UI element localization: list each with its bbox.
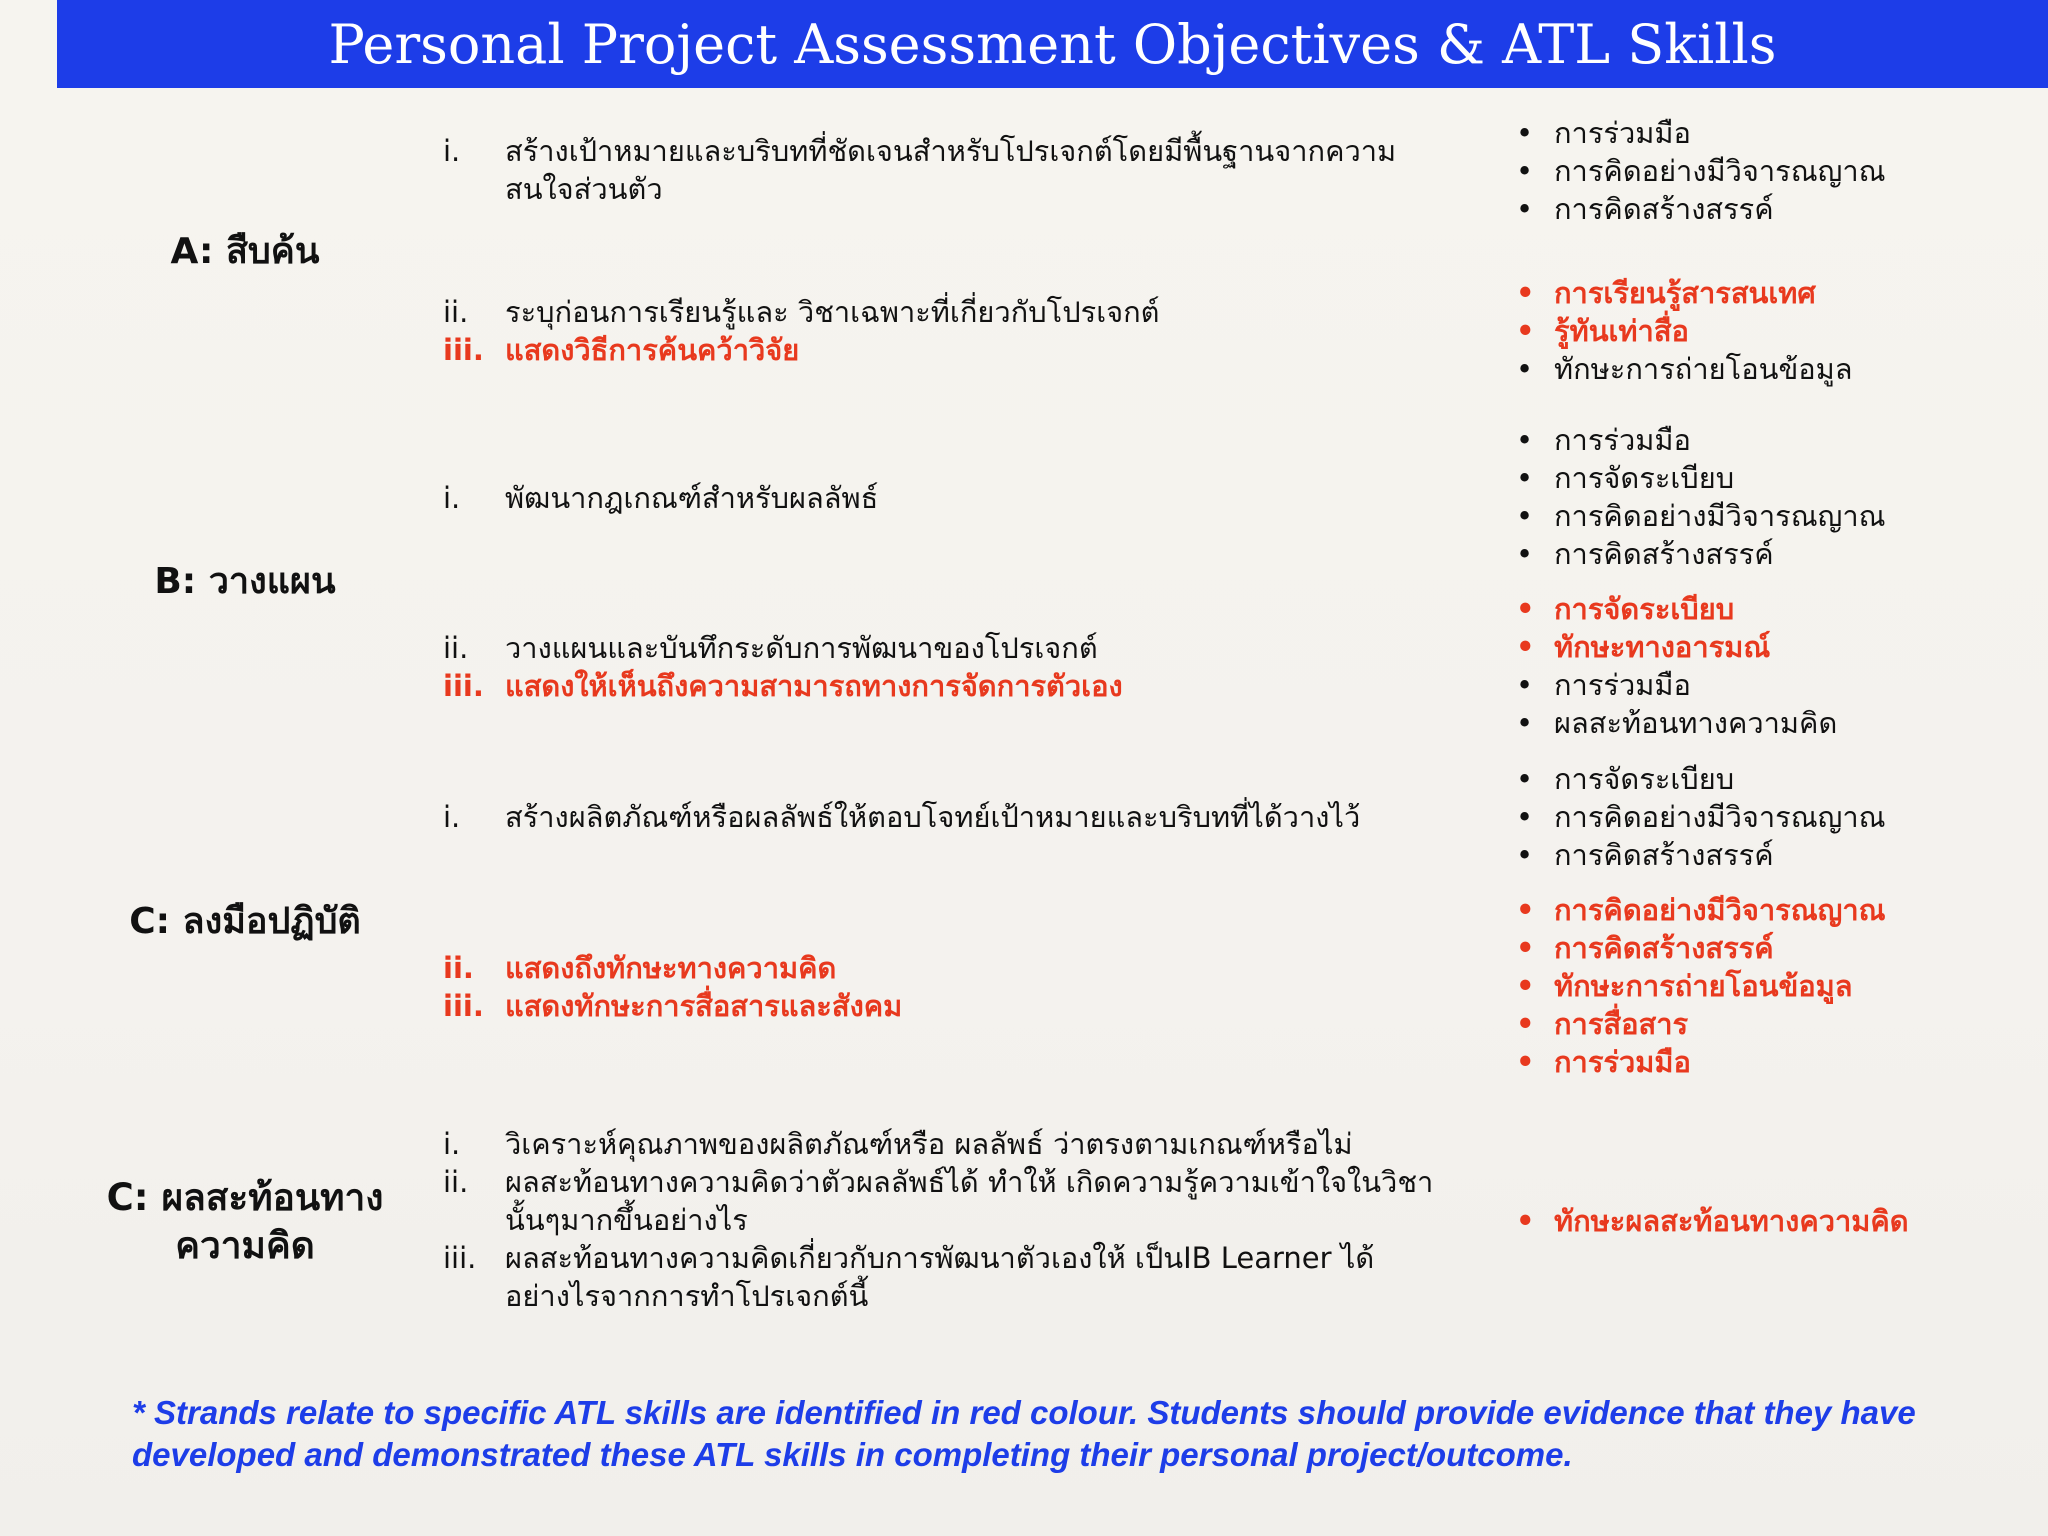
- bullet-icon: •: [1516, 630, 1535, 664]
- bullet-icon: •: [1516, 461, 1534, 495]
- strand-b-ii: [443, 629, 1483, 667]
- skills-list-a-top: [1516, 114, 1886, 228]
- strand-number: ii.: [443, 631, 469, 665]
- skill-item: • การร่วมมือ: [1516, 668, 1691, 702]
- strand-a-i: [443, 132, 1483, 208]
- footnote: * Strands relate to specific ATL skills are identified in red colour. Students should provide evidence that they have developed and demonstrated these ATL skills in completing their personal project/outcome.: [132, 1394, 1916, 1473]
- skill-item: • ทักษะการถ่ายโอนข้อมูล: [1516, 969, 1853, 1003]
- bullet-icon: •: [1516, 537, 1534, 571]
- skill-item: • การจัดระเบียบ: [1516, 592, 1735, 626]
- bullet-icon: •: [1516, 499, 1534, 533]
- strand-number: ii.: [443, 951, 474, 985]
- title-bar: [57, 0, 2048, 88]
- skill-item: • ทักษะการถ่ายโอนข้อมูล: [1516, 352, 1853, 386]
- strand-d-iii: [443, 1239, 1483, 1315]
- criterion-b-label: [60, 558, 430, 606]
- bullet-icon: •: [1516, 592, 1535, 626]
- strand-text: แสดงถึงทักษะทางความคิด: [505, 951, 837, 985]
- strand-text: สร้างผลิตภัณฑ์หรือผลลัพธ์ให้ตอบโจทย์เป้าหมายและบริบทที่ได้วางไว้: [505, 800, 1361, 834]
- bullet-icon: •: [1516, 352, 1534, 386]
- skill-item: • รู้ทันเท่าสื่อ: [1516, 314, 1689, 348]
- strand-text: แสดงให้เห็นถึงความสามารถทางการจัดการตัวเอง: [505, 669, 1123, 703]
- strand-c-ii: [443, 949, 1483, 987]
- skill-item: • การคิดอย่างมีวิจารณญาณ: [1516, 499, 1886, 533]
- skill-item: • ทักษะทางอารมณ์: [1516, 630, 1771, 664]
- strand-number: ii.: [443, 295, 469, 329]
- strand-d-i: [443, 1125, 1483, 1163]
- bullet-icon: •: [1516, 800, 1534, 834]
- page-title: Personal Project Assessment Objectives & ATL Skills: [328, 12, 1777, 76]
- strand-d-ii: [443, 1163, 1483, 1239]
- criterion-d-text-line2: ความคิด: [175, 1224, 315, 1267]
- strand-text: วางแผนและบันทึกระดับการพัฒนาของโปรเจกต์: [505, 631, 1098, 665]
- strand-number: i.: [443, 800, 461, 834]
- bullet-icon: •: [1516, 154, 1534, 188]
- skills-list-b-top: [1516, 421, 1886, 573]
- bullet-icon: •: [1516, 838, 1534, 872]
- bullet-icon: •: [1516, 1204, 1535, 1238]
- strand-text: ผลสะท้อนทางความคิดว่าตัวผลลัพธ์ได้ ทำให้ เกิดความรู้ความเข้าใจในวิชานั้นๆมากขึ้นอย่างไร: [505, 1165, 1434, 1237]
- skills-list-d: [1516, 1202, 1909, 1240]
- skill-item: • การร่วมมือ: [1516, 423, 1691, 457]
- skill-item: • การคิดสร้างสรรค์: [1516, 931, 1774, 965]
- strand-b-iii: [443, 667, 1483, 705]
- skill-item: • การร่วมมือ: [1516, 116, 1691, 150]
- strand-text: ระบุก่อนการเรียนรู้และ วิชาเฉพาะที่เกี่ยวกับโปรเจกต์: [505, 295, 1160, 329]
- skill-item: • การร่วมมือ: [1516, 1045, 1691, 1079]
- skill-item: • การเรียนรู้สารสนเทศ: [1516, 276, 1816, 310]
- strand-c-i: [443, 798, 1483, 836]
- bullet-icon: •: [1516, 314, 1535, 348]
- skills-list-c-top: [1516, 760, 1886, 874]
- bullet-icon: •: [1516, 706, 1534, 740]
- strand-a-iii: [443, 331, 1483, 369]
- strand-b-i: [443, 479, 1483, 517]
- bullet-icon: •: [1516, 1007, 1535, 1041]
- skill-item: • การคิดอย่างมีวิจารณญาณ: [1516, 154, 1886, 188]
- bullet-icon: •: [1516, 1045, 1535, 1079]
- strand-number: iii.: [443, 1241, 477, 1275]
- strand-number: ii.: [443, 1165, 469, 1199]
- bullet-icon: •: [1516, 668, 1534, 702]
- strand-text: แสดงวิธีการค้นคว้าวิจัย: [505, 333, 800, 367]
- skills-list-a-bottom: [1516, 274, 1853, 388]
- skill-item: • การคิดอย่างมีวิจารณญาณ: [1516, 800, 1886, 834]
- bullet-icon: •: [1516, 276, 1535, 310]
- skill-item: • ทักษะผลสะท้อนทางความคิด: [1516, 1204, 1909, 1238]
- strand-number: iii.: [443, 669, 484, 703]
- strand-text: ผลสะท้อนทางความคิดเกี่ยวกับการพัฒนาตัวเองให้ เป็นIB Learner ได้อย่างไรจากการทำโปรเจกต์นี้: [505, 1241, 1375, 1313]
- bullet-icon: •: [1516, 762, 1534, 796]
- criterion-d-label: [60, 1174, 430, 1270]
- strand-number: iii.: [443, 989, 484, 1023]
- strand-text: แสดงทักษะการสื่อสารและสังคม: [505, 989, 903, 1023]
- bullet-icon: •: [1516, 116, 1534, 150]
- skill-item: • การคิดสร้างสรรค์: [1516, 537, 1774, 571]
- criterion-a-label: [60, 228, 430, 276]
- bullet-icon: •: [1516, 423, 1534, 457]
- bullet-icon: •: [1516, 931, 1535, 965]
- strand-text: พัฒนากฎเกณฑ์สำหรับผลลัพธ์: [505, 481, 879, 515]
- criterion-a-text: A: สืบค้น: [170, 231, 320, 272]
- skills-list-c-bottom: [1516, 891, 1886, 1081]
- strand-text: วิเคราะห์คุณภาพของผลิตภัณฑ์หรือ ผลลัพธ์ ว่าตรงตามเกณฑ์หรือไม่: [505, 1127, 1353, 1161]
- skill-item: • การคิดสร้างสรรค์: [1516, 192, 1774, 226]
- bullet-icon: •: [1516, 893, 1535, 927]
- strand-c-iii: [443, 987, 1483, 1025]
- strand-number: i.: [443, 1127, 461, 1161]
- strand-number: i.: [443, 134, 461, 168]
- criterion-c-text: C: ลงมือปฏิบัติ: [129, 901, 361, 942]
- skill-item: • การคิดอย่างมีวิจารณญาณ: [1516, 893, 1886, 927]
- criterion-c-label: [60, 898, 430, 946]
- bullet-icon: •: [1516, 969, 1535, 1003]
- skill-item: • การสื่อสาร: [1516, 1007, 1689, 1041]
- strand-number: i.: [443, 481, 461, 515]
- skill-item: • การจัดระเบียบ: [1516, 461, 1735, 495]
- strand-text: สร้างเป้าหมายและบริบทที่ชัดเจนสำหรับโปรเจกต์โดยมีพื้นฐานจากความสนใจส่วนตัว: [505, 134, 1397, 206]
- strand-a-ii: [443, 293, 1483, 331]
- criterion-d-text-line1: C: ผลสะท้อนทาง: [106, 1176, 384, 1219]
- skill-item: • การคิดสร้างสรรค์: [1516, 838, 1774, 872]
- skill-item: • การจัดระเบียบ: [1516, 762, 1735, 796]
- skill-item: • ผลสะท้อนทางความคิด: [1516, 706, 1838, 740]
- strand-number: iii.: [443, 333, 484, 367]
- bullet-icon: •: [1516, 192, 1534, 226]
- skills-list-b-bottom: [1516, 590, 1837, 742]
- criterion-b-text: B: วางแผน: [154, 561, 336, 602]
